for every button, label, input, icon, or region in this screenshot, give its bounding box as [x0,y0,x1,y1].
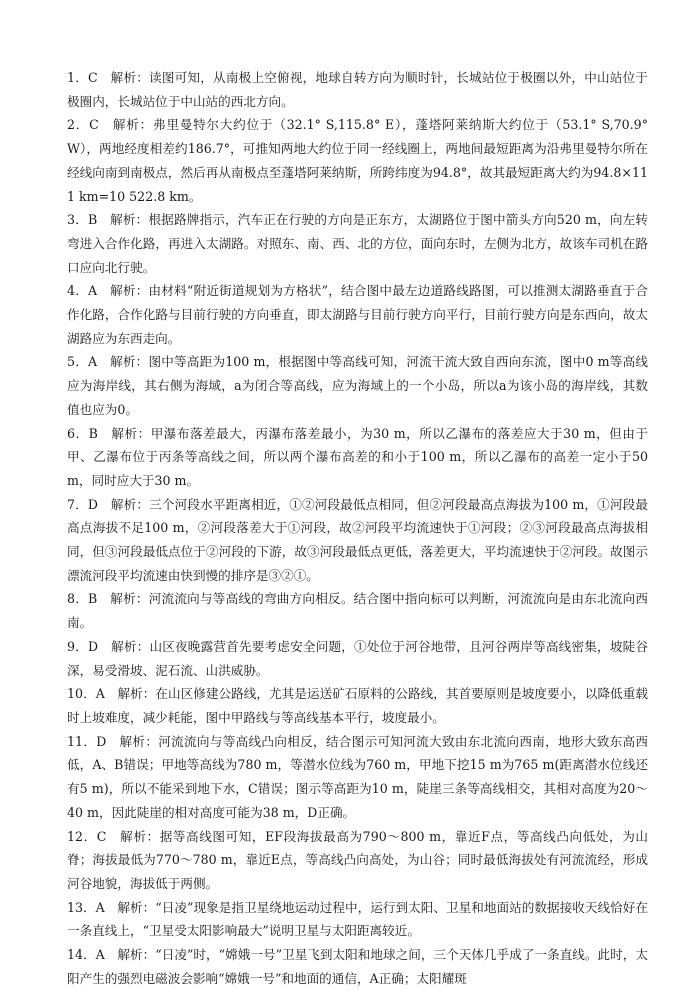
answer-item-4: 4．A 解析：由材料“附近街道规划为方格状”，结合图中最左边道路线路图，可以推测太湖路垂直于合作化路，合作化路与目前行驶的方向垂直，即太湖路与目前行驶方向平行，目前行驶方向是东西向，故太湖路应为东西走向。 [67,283,648,346]
answer-item-6: 6．B 解析：甲瀑布落差最大，丙瀑布落差最小，为30 m，所以乙瀑布的落差应大于30 m，但由于甲、乙瀑布位于丙条等高线之间，所以两个瀑布高差的和小于100 m，所以乙瀑布的高差一定小于50 m，同时应大于30 m。 [67,425,653,488]
answer-item-5: 5．A 解析：图中等高距为100 m，根据图中等高线可知，河流干流大致自西向东流，图中0 m等高线应为海岸线，其右侧为海域，a为闭合等高线，应为海域上的一个小岛，所以a为该小岛的海岸线，其数值也应为0。 [67,354,648,417]
answer-item-3: 3．B 解析：根据路牌指示，汽车正在行驶的方向是正东方，太湖路位于图中箭头方向520 m，向左转弯进入合作化路，再进入太湖路。对照东、南、西、北的方位，面向东时，左侧为北方，故该车司机在路口应向北行驶。 [67,212,648,275]
answer-item-10: 10．A 解析：在山区修建公路线，尤其是运送矿石原料的公路线，其首要原则是坡度要小，以降低重载时上坡难度，减少耗能，图中甲路线与等高线基本平行，坡度最小。 [67,686,648,725]
answer-item-7: 7．D 解析：三个河段水平距离相近，①②河段最低点相同，但②河段最高点海拔为100 m，①河段最高点海拔不足100 m，②河段落差大于①河段，故②河段平均流速快于①河段；②③河段最高点海拔相同，但③河段最低点位于②河段的下游，故③河段最低点更低，落差更大，平均流速快于②河段。故图示漂流河段平均流速由快到慢的排序是③②①。 [67,496,648,583]
answer-item-11: 11．D 解析：河流流向与等高线凸向相反，结合图示可知河流大致由东北流向西南，地形大致东高西低，A、B错误；甲地等高线为780 m，等潜水位线为760 m，甲地下挖15 m为765 m(距离潜水位线还有5 m)，所以不能采到地下水，C错误；图示等高距为10 m，陡崖三条等高线相交，其相对高度为20～40 m，因此陡崖的相对高度可能为38 m，D正确。 [67,733,648,820]
answer-item-9: 9．D 解析：山区夜晚露营首先要考虑安全问题，①处位于河谷地带，且河谷两岸等高线密集，坡陡谷深，易受滑坡、泥石流、山洪威胁。 [67,638,648,678]
answer-item-12: 12．C 解析：据等高线图可知，EF段海拔最高为790～800 m，靠近F点，等高线凸向低处，为山脊；海拔最低为770～780 m，靠近E点，等高线凸向高处，为山谷；同时最低海拔处有河流流经，形成河谷地貌，海拔低于两侧。 [67,828,648,891]
answer-item-14: 14．A 解析：“日凌”时，“嫦娥一号”卫星飞到太阳和地球之间，三个天体几乎成了一条直线。此时，太阳产生的强烈电磁波会影响“嫦娥一号”和地面的通信，A正确；太阳耀斑 [67,947,648,986]
answer-item-13: 13．A 解析：“日凌”现象是指卫星绕地运动过程中，运行到太阳、卫星和地面站的数据接收天线恰好在一条直线上，“卫星受太阳影响最大”说明卫星与太阳距离较近。 [67,899,648,939]
answer-item-1: 1．C 解析：读图可知，从南极上空俯视，地球自转方向为顺时针，长城站位于极圈以外，中山站位于极圈内，长城站位于中山站的西北方向。 [67,70,648,109]
answer-item-2: 2．C 解析：弗里曼特尔大约位于（32.1° S,115.8° E），蓬塔阿莱纳斯大约位于（53.1° S,70.9° W），两地经度相差约186.7°，可推知两地大约位于同一经线圈上，两地间最短距离为沿弗里曼特尔所在经线向南到南极点，然后再从南极点至蓬塔阿莱纳斯，所跨纬度为94.8°，故其最短距离大约为94.8×111 km=10 522.8 km。 [67,117,653,204]
answer-item-8: 8．B 解析：河流流向与等高线的弯曲方向相反。结合图中指向标可以判断，河流流向是由东北流向西南。 [67,591,648,631]
